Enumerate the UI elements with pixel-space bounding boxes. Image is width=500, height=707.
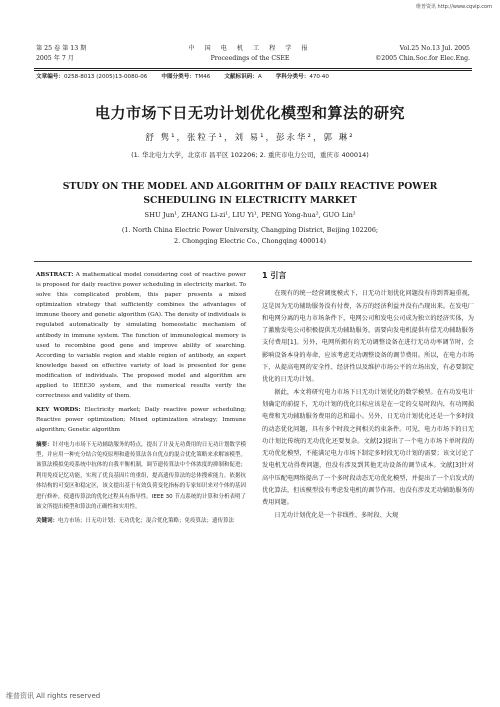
article-id: 文章编号：0258-8013 (2005)13-0080-06 <box>36 74 148 80</box>
top-watermark: 维普资讯 http://www.cqvip.com <box>415 4 492 10</box>
abstract-cn: 摘要：针对电力市场下无功辅助服务的特点，提出了计及无功费用的日无功计划数学模型，并应用一种充分结合免疫原理和遗传算法各自优点的混合优化策略来求解该模型。该算法模拟免疫系统中抗体的自我平衡机制，调节遗传算法中个体浓度的抑制和促进；利用免疫记忆功能，实现了优良基因片的重组，提高遗传算法的总体搜索能力。依据抗体结构的可变区和稳定区，该文提出基于有效负荷变化指标的专家知识来对个体的基因进行修补，使遗传算法的优化过程具有指导性。IEEE 30 节点系统的计算和分析表明了该文所提出模型和算法的正确性和实用性。 <box>36 441 246 510</box>
journal-name-cn: 中 国 电 机 工 程 学 报 <box>188 45 312 52</box>
doc-code: 文献标识码：A <box>224 74 262 80</box>
subject-code: 学科分类号：470·40 <box>275 74 329 80</box>
section-heading-intro: 1 引言 <box>262 271 287 280</box>
keywords-en: KEY WORDS: Electricity market; Daily reactive power scheduling; Reactive power optimization; Mixed optimization strategy; Immune algorithm; Genetic algorithm <box>36 407 246 434</box>
title-en-line2: SCHEDULING IN ELECTRICITY MARKET <box>143 195 357 206</box>
header-volume-issue: 第 25 卷 第 13 期 <box>36 45 87 52</box>
affiliation-cn: (1. 华北电力大学，北京市 昌平区 102206; 2. 重庆市电力公司，重庆市 400014) <box>131 151 369 159</box>
keywords-cn: 关键词：电力市场；日无功计划；无功优化；混合优化策略；免疫算法；遗传算法 <box>36 518 235 525</box>
header-citation <box>375 44 470 64</box>
left-column <box>36 270 246 531</box>
header-rule <box>34 68 472 69</box>
affiliation-en-line2: 2. Chongqing Electric Co., Chongqing 400014) <box>174 237 326 245</box>
header-date: 2005 年 7 月 <box>36 55 74 62</box>
affiliation-en-line1: (1. North China Electric Power University, Changping District, Beijing 102206; <box>121 226 379 234</box>
header-rule-thin <box>34 70 472 71</box>
paper-title-cn: 电力市场下日无功计划优化模型和算法的研究 <box>94 104 405 122</box>
paper-title-en <box>0 180 500 208</box>
clc-number: 中图分类号：TM46 <box>161 74 211 80</box>
abstract-en: ABSTRACT: A mathematical model considering cost of reactive power is proposed for daily reactive power scheduling in electricity market. To solve this complicated problem, this paper presents a mixed optimization strategy that sufficiently combines the advantages of immune theory and genetic algorithm (GA). The density of individuals is regulated automatically by simulating homeostatic mechanism of antibody in immune system. The function of immunological memory is used to recombine good gene and improve ability of searching. According to variable region and stable region of antibody, an expert knowledge based on effective variety of load is presented for gene modification of individuals. The proposed model and algorithm are applied to IEEE30 system, and the numerical results verify the correctness and validity of them. <box>36 272 246 400</box>
intro-paragraph-3: 日无功计划优化是一个非线性、多时段、大规 <box>274 511 399 519</box>
intro-paragraph-2: 据此，本文将研究电力市场下日无功计划优化的数学模型。在有功发电计划确定的前提下，无功计划的优化目标应该是在一定的交易时段内，有功网损电费和无功辅助服务费用的总和最小。另外，日无功计划优化还是一个多时段的动态优化问题，具有多个时段之间相关约束条件。可见，电力市场下的日无功计划比传统的无功优化还要复杂。文献[2]提出了一个电力市场下单时段的无功优化模型，不能满足电力市场下制定多时段无功计划的需要；该文讨论了发电机无功得费问题，但没有涉及到其他无功设备的调节成本。文献[3]针对高中压配电网络提出了一个多时段动态无功优化模型，并提出了一个启发式的优化算法，但该模型没有考虑发电机的调节作用，也没有涉及无功辅助服务的费用问题。 <box>262 388 474 507</box>
title-en-line1: STUDY ON THE MODEL AND ALGORITHM OF DAILY REACTIVE POWER <box>62 181 438 192</box>
section-rule <box>34 261 472 262</box>
article-meta <box>36 72 476 80</box>
intro-paragraph-1: 在现有的统一经营调度模式下，日无功计划优化问题没有得到普遍重视，这是因为无功辅助服务没有付费，各方的经济利益并没有凸现出来。在发电厂和电网分离的电力市场条件下，电网公司和发电公司成为独立的经济实体，为了激励发电公司积极提供无功辅助服务，需要向发电机提供有偿无功辅助服务支付费用[1]。另外，电网所拥有的无功调整设备在进行无功功率调节时，会影响设备本身的寿命，应该考虑无功调整设备的调节费用。所以，在电力市场下，从提高电网的安全性、经济性以及维护市场公平的立场出发，有必要制定优化的日无功计划。 <box>262 290 474 384</box>
authors-cn: 舒 隽¹，张粒子¹，刘 易¹，彭永华²，郭 琳² <box>145 133 355 143</box>
journal-name-en: Proceedings of the CSEE <box>210 55 290 62</box>
affiliation-en <box>0 225 500 247</box>
footer-watermark: 维普资讯 All rights reserved <box>6 692 101 700</box>
authors-en: SHU Jun¹, ZHANG Li-zi¹, LIU Yi¹, PENG Yong-hua², GUO Lin² <box>144 211 356 219</box>
header-copyright: ©2005 Chin.Soc.for Elec.Eng. <box>375 55 470 62</box>
right-column <box>262 270 474 522</box>
header-vol-en: Vol.25 No.13 Jul. 2005 <box>399 45 470 52</box>
